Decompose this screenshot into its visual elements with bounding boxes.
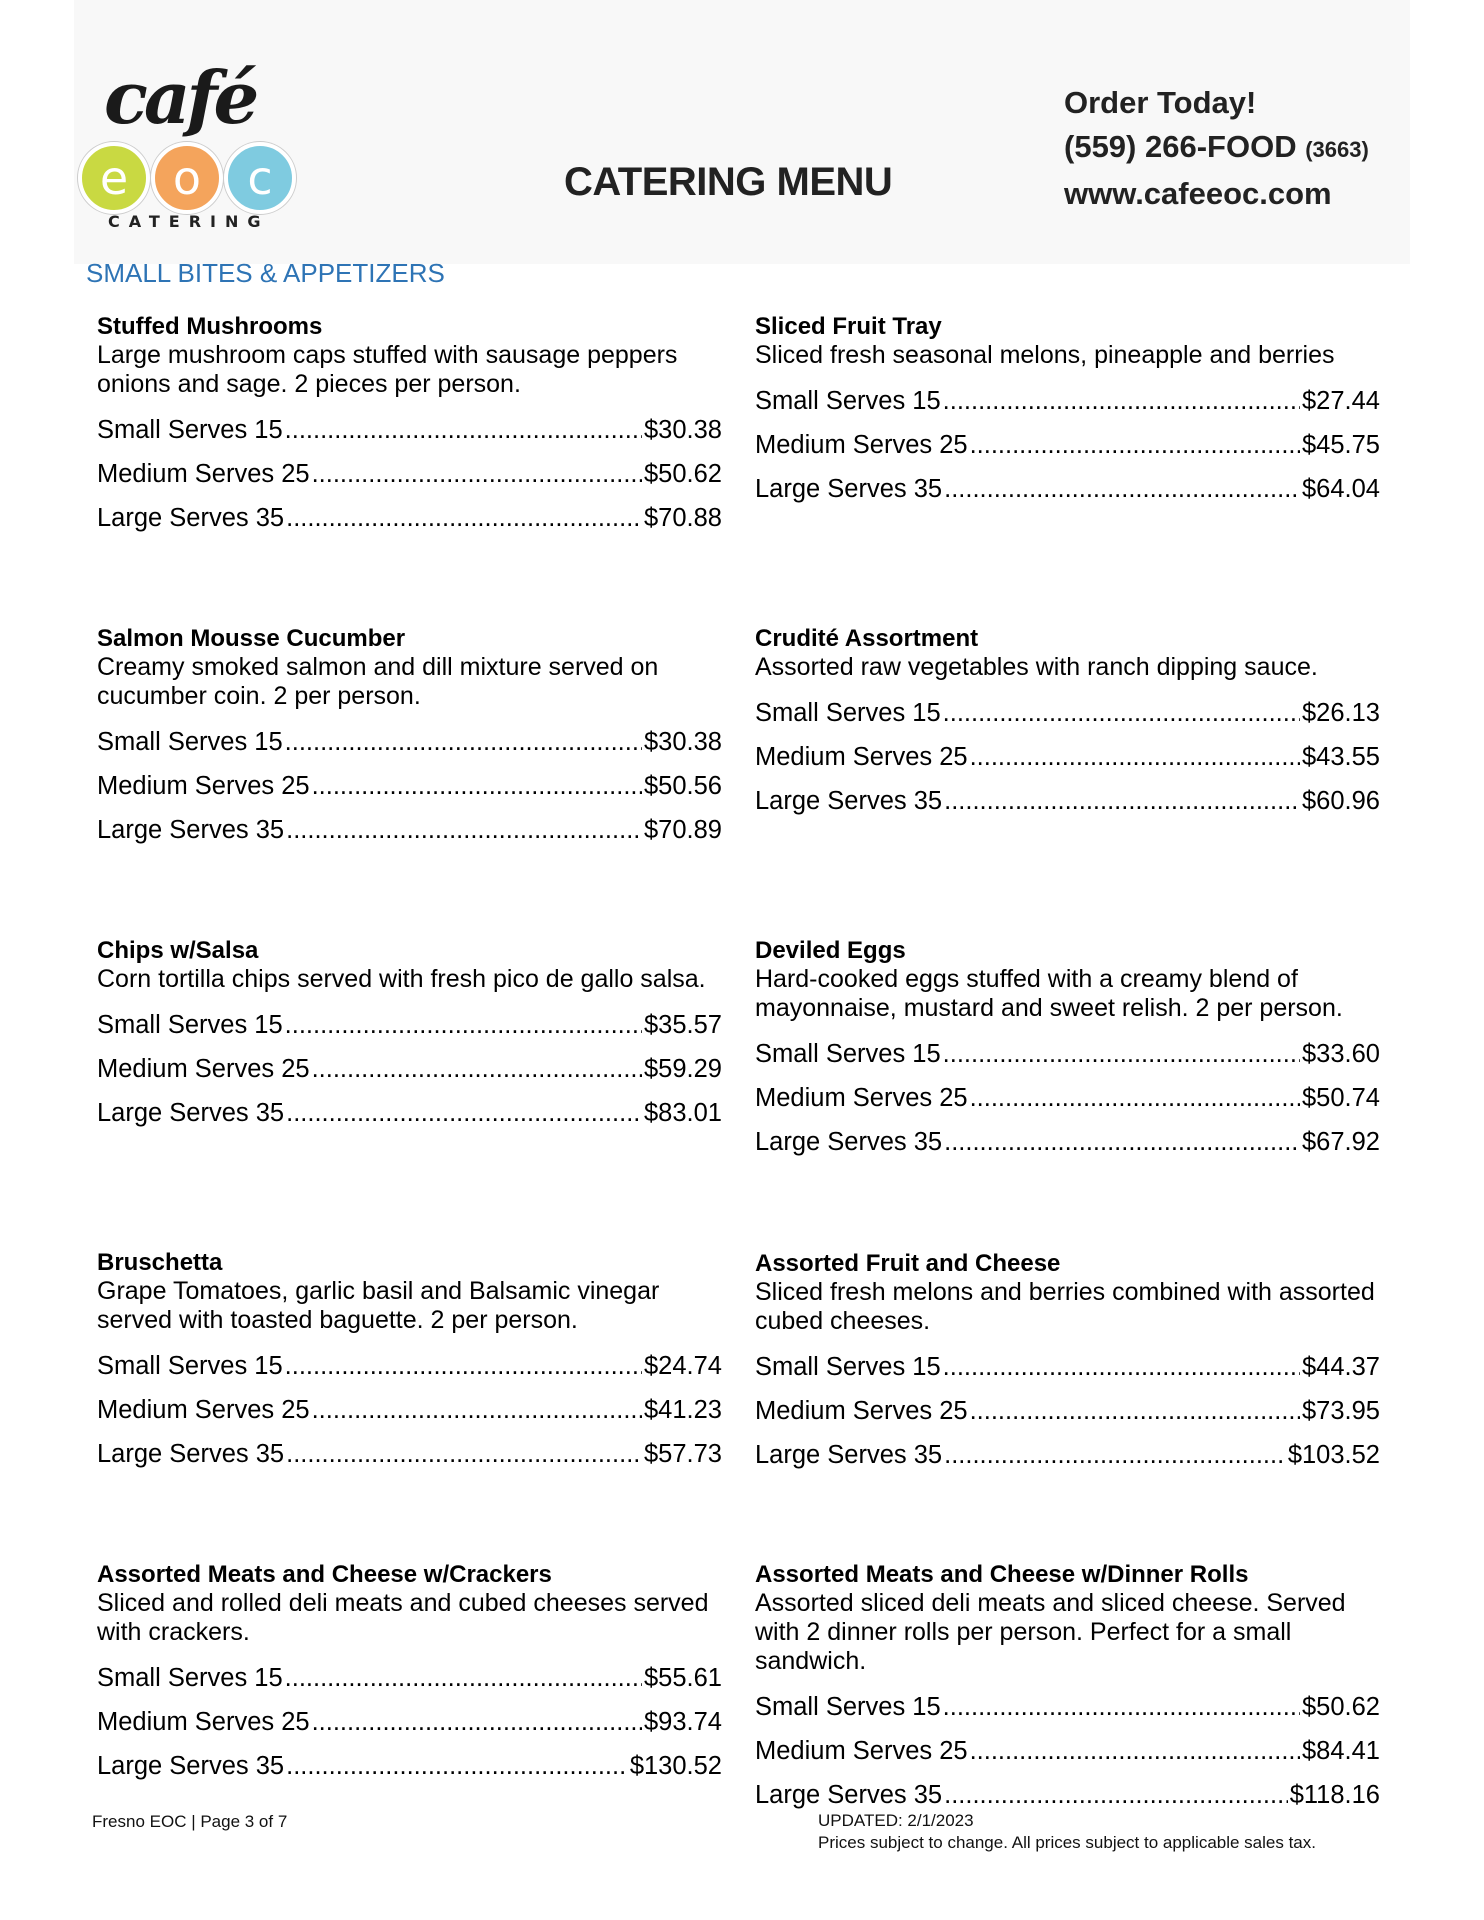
price-row-medium: Medium Serves 25 ..... $84.41 bbox=[755, 1729, 1380, 1773]
phone-number: (559) 266-FOOD bbox=[1064, 129, 1297, 164]
price-row-medium: Medium Serves 25 ..... $41.23 bbox=[97, 1388, 722, 1432]
item-description: Hard-cooked eggs stuffed with a creamy blend of mayonnaise, mustard and sweet relish. 2 per person. bbox=[755, 965, 1343, 1022]
item-name: Chips w/Salsa bbox=[97, 937, 259, 964]
phone-extension: (3663) bbox=[1305, 137, 1369, 162]
website-text: www.cafeeoc.com bbox=[1064, 176, 1332, 211]
price-row-small: Small Serves 15 ..... $30.38 bbox=[97, 408, 722, 452]
page-title: CATERING MENU bbox=[564, 160, 893, 204]
menu-item bbox=[97, 625, 722, 852]
menu-item bbox=[97, 1249, 722, 1476]
logo-cafe-text: café bbox=[104, 55, 256, 140]
price-row-large: Large Serves 35 ..... $60.96 bbox=[755, 779, 1380, 823]
item-description: Sliced fresh melons and berries combined with assorted cubed cheeses. bbox=[755, 1278, 1375, 1335]
logo-tagline: CATERING bbox=[108, 212, 270, 231]
cafe-eoc-logo bbox=[74, 55, 304, 235]
price-row-small: Small Serves 15 ..... $35.57 bbox=[97, 1003, 722, 1047]
item-name: Deviled Eggs bbox=[755, 937, 906, 964]
phone-line bbox=[1064, 125, 1369, 172]
price-row-large: Large Serves 35 ..... $67.92 bbox=[755, 1120, 1380, 1164]
order-info bbox=[1064, 81, 1369, 216]
price-row-large: Large Serves 35 ..... $130.52 bbox=[97, 1744, 722, 1788]
item-name: Bruschetta bbox=[97, 1249, 223, 1276]
logo-circle-c: c bbox=[224, 142, 296, 214]
menu-item bbox=[755, 1561, 1380, 1817]
section-title: SMALL BITES & APPETIZERS bbox=[86, 258, 445, 288]
order-today-text: Order Today! bbox=[1064, 85, 1257, 120]
item-name: Assorted Meats and Cheese w/Crackers bbox=[97, 1561, 552, 1588]
menu-item bbox=[97, 313, 722, 540]
price-row-large: Large Serves 35 ..... $83.01 bbox=[97, 1091, 722, 1135]
price-disclaimer: Prices subject to change. All prices subject to applicable sales tax. bbox=[818, 1833, 1316, 1852]
item-name: Assorted Meats and Cheese w/Dinner Rolls bbox=[755, 1561, 1249, 1588]
item-description: Assorted raw vegetables with ranch dipping sauce. bbox=[755, 653, 1318, 681]
price-row-large: Large Serves 35 ..... $64.04 bbox=[755, 467, 1380, 511]
price-row-medium: Medium Serves 25 ..... $45.75 bbox=[755, 423, 1380, 467]
price-row-large: Large Serves 35 ..... $70.89 bbox=[97, 808, 722, 852]
menu-item bbox=[755, 625, 1380, 823]
price-row-large: Large Serves 35 ..... $103.52 bbox=[755, 1433, 1380, 1477]
menu-item bbox=[97, 937, 722, 1135]
item-description: Corn tortilla chips served with fresh pico de gallo salsa. bbox=[97, 965, 706, 993]
price-row-large: Large Serves 35 ..... $70.88 bbox=[97, 496, 722, 540]
item-name: Crudité Assortment bbox=[755, 625, 979, 652]
menu-item bbox=[755, 1250, 1380, 1477]
item-name: Assorted Fruit and Cheese bbox=[755, 1250, 1061, 1277]
price-row-small: Small Serves 15 ..... $44.37 bbox=[755, 1345, 1380, 1389]
price-row-small: Small Serves 15 ..... $55.61 bbox=[97, 1656, 722, 1700]
item-name: Salmon Mousse Cucumber bbox=[97, 625, 406, 652]
item-description: Grape Tomatoes, garlic basil and Balsamic vinegar served with toasted baguette. 2 per person. bbox=[97, 1277, 660, 1334]
price-row-small: Small Serves 15 ..... $30.38 bbox=[97, 720, 722, 764]
price-row-medium: Medium Serves 25 ..... $50.62 bbox=[97, 452, 722, 496]
price-row-medium: Medium Serves 25 ..... $73.95 bbox=[755, 1389, 1380, 1433]
item-description: Large mushroom caps stuffed with sausage peppers onions and sage. 2 pieces per person. bbox=[97, 341, 678, 398]
item-description: Sliced fresh seasonal melons, pineapple and berries bbox=[755, 341, 1335, 369]
price-row-medium: Medium Serves 25 ..... $43.55 bbox=[755, 735, 1380, 779]
price-row-small: Small Serves 15 ..... $33.60 bbox=[755, 1032, 1380, 1076]
logo-circle-e: e bbox=[78, 142, 150, 214]
price-row-large: Large Serves 35 ..... $118.16 bbox=[755, 1773, 1380, 1817]
price-row-medium: Medium Serves 25 ..... $59.29 bbox=[97, 1047, 722, 1091]
menu-item bbox=[755, 313, 1380, 511]
page-footer-info: Fresno EOC | Page 3 of 7 bbox=[92, 1812, 288, 1831]
item-description: Assorted sliced deli meats and sliced cheese. Served with 2 dinner rolls per person. Perfect for a small sandwich. bbox=[755, 1589, 1346, 1675]
price-row-medium: Medium Serves 25 ..... $50.56 bbox=[97, 764, 722, 808]
price-row-small: Small Serves 15 ..... $27.44 bbox=[755, 379, 1380, 423]
item-description: Sliced and rolled deli meats and cubed cheeses served with crackers. bbox=[97, 1589, 709, 1646]
menu-item bbox=[97, 1561, 722, 1788]
menu-item bbox=[755, 937, 1380, 1164]
updated-date: UPDATED: 2/1/2023 bbox=[818, 1811, 974, 1830]
price-row-small: Small Serves 15 ..... $50.62 bbox=[755, 1685, 1380, 1729]
price-row-medium: Medium Serves 25 ..... $50.74 bbox=[755, 1076, 1380, 1120]
price-row-medium: Medium Serves 25 ..... $93.74 bbox=[97, 1700, 722, 1744]
price-row-small: Small Serves 15 ..... $26.13 bbox=[755, 691, 1380, 735]
item-description: Creamy smoked salmon and dill mixture served on cucumber coin. 2 per person. bbox=[97, 653, 659, 710]
item-name: Stuffed Mushrooms bbox=[97, 313, 323, 340]
price-row-large: Large Serves 35 ..... $57.73 bbox=[97, 1432, 722, 1476]
footer-notes bbox=[818, 1810, 1316, 1854]
item-name: Sliced Fruit Tray bbox=[755, 313, 942, 340]
logo-circle-o: o bbox=[151, 142, 223, 214]
price-row-small: Small Serves 15 ..... $24.74 bbox=[97, 1344, 722, 1388]
